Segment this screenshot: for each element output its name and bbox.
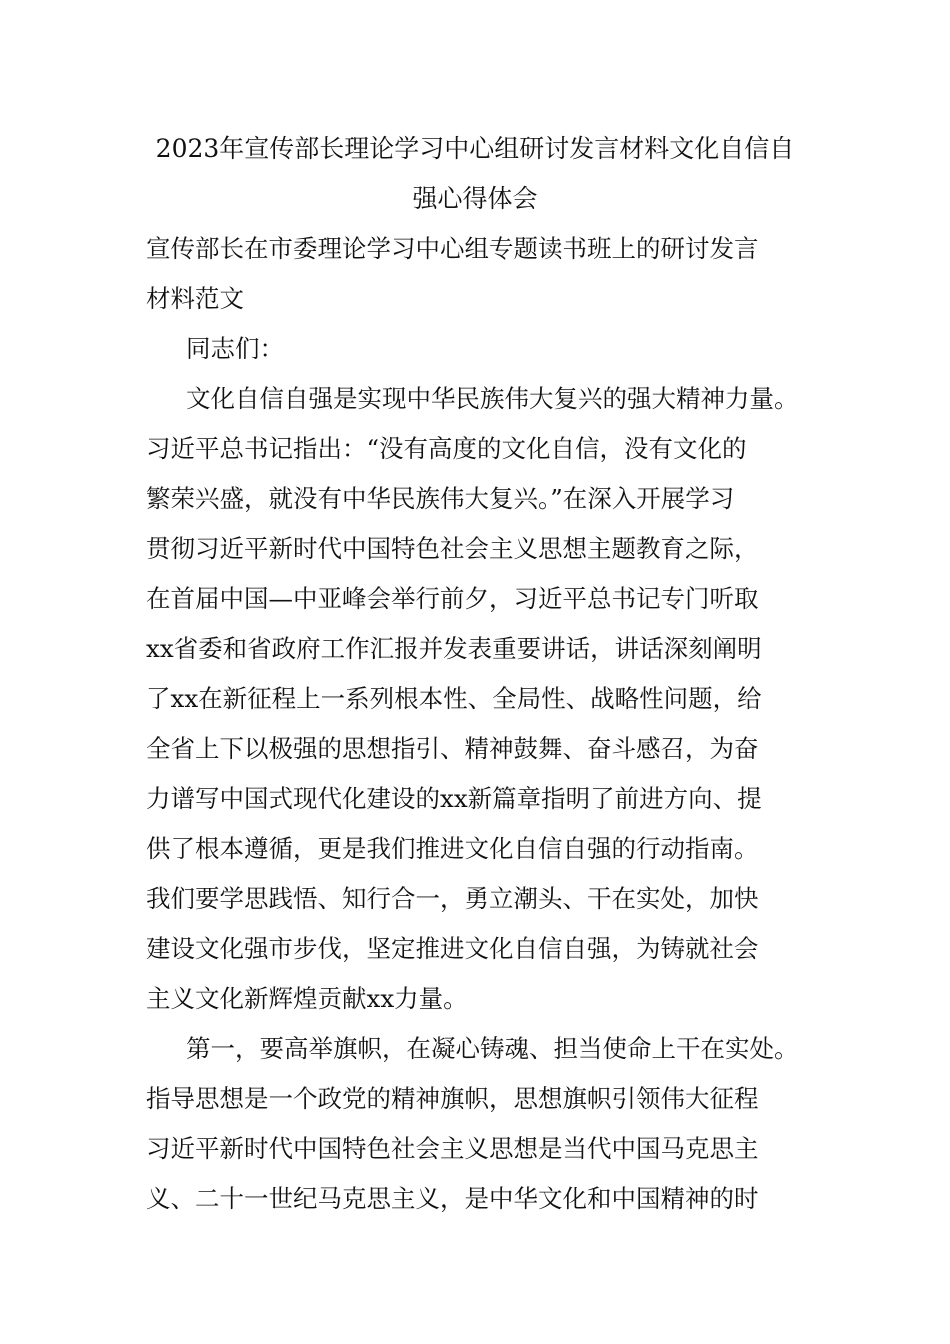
paragraph-1-line: 主义文化新辉煌贡献xx力量。 — [146, 984, 468, 1013]
document-title-line-2: 强心得体会 — [412, 184, 538, 213]
paragraph-1-line: 贯彻习近平新时代中国特色社会主义思想主题教育之际， — [146, 534, 759, 563]
paragraph-1-line: 习近平总书记指出：“没有高度的文化自信，没有文化的 — [146, 434, 747, 463]
paragraph-1-line: 了xx在新征程上一系列根本性、全局性、战略性问题，给 — [146, 684, 762, 713]
paragraph-1-line: 建设文化强市步伐，坚定推进文化自信自强，为铸就社会 — [146, 934, 759, 963]
paragraph-1-line: 力谱写中国式现代化建设的xx新篇章指明了前进方向、提 — [146, 784, 762, 813]
paragraph-1-line: 供了根本遵循，更是我们推进文化自信自强的行动指南。 — [146, 834, 759, 863]
subtitle-line-1: 宣传部长在市委理论学习中心组专题读书班上的研讨发言 — [146, 234, 759, 263]
salutation: 同志们： — [186, 334, 284, 363]
paragraph-1-line: 繁荣兴盛，就没有中华民族伟大复兴。”在深入开展学习 — [146, 484, 735, 513]
paragraph-2-line: 第一，要高举旗帜，在凝心铸魂、担当使命上干在实处。 — [186, 1034, 799, 1063]
subtitle-line-2: 材料范文 — [146, 284, 244, 313]
document-title-line-1: 2023年宣传部长理论学习中心组研讨发言材料文化自信自 — [155, 134, 795, 163]
paragraph-1-line: 全省上下以极强的思想指引、精神鼓舞、奋斗感召，为奋 — [146, 734, 759, 763]
paragraph-1-line: 我们要学思践悟、知行合一，勇立潮头、干在实处，加快 — [146, 884, 759, 913]
paragraph-1-line: 在首届中国—中亚峰会举行前夕，习近平总书记专门听取 — [146, 584, 759, 613]
paragraph-1-line: xx省委和省政府工作汇报并发表重要讲话，讲话深刻阐明 — [146, 634, 762, 663]
paragraph-2-line: 习近平新时代中国特色社会主义思想是当代中国马克思主 — [146, 1134, 759, 1163]
paragraph-1-line: 文化自信自强是实现中华民族伟大复兴的强大精神力量。 — [186, 384, 799, 413]
paragraph-2-line: 指导思想是一个政党的精神旗帜，思想旗帜引领伟大征程 — [146, 1084, 759, 1113]
paragraph-2-line: 义、二十一世纪马克思主义，是中华文化和中国精神的时 — [146, 1184, 759, 1213]
